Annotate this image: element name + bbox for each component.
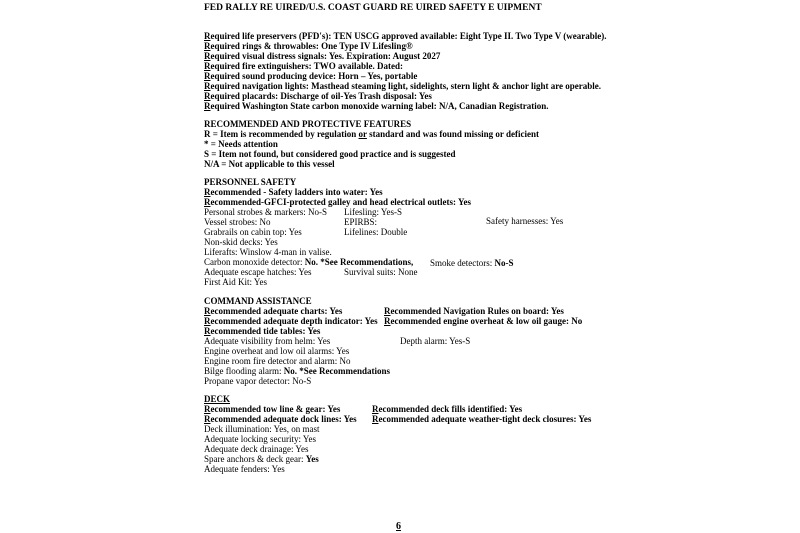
personnel-item: Personal strobes & markers: No-S: [204, 207, 327, 217]
legend-r: [204, 129, 539, 139]
legend-r-text-end: standard and was found missing or deficient: [366, 129, 540, 139]
personnel-rec: Recommended - Safety ladders into water: Yes: [204, 187, 383, 197]
legend-s: S = Item not found, but considered good practice and is suggested: [204, 149, 456, 159]
required-item: Required visual distress signals: Yes. Expiration: August 2027: [204, 51, 441, 61]
command-item-bilge: [204, 366, 390, 376]
personnel-item: Lifelines: Double: [344, 227, 408, 237]
command-item: Engine overheat and low oil alarms: Yes: [204, 346, 350, 356]
co-label: Carbon monoxide detector:: [204, 257, 305, 267]
personnel-heading: PERSONNEL SAFETY: [204, 177, 297, 187]
command-rec: Recommended tide tables: Yes: [204, 326, 321, 336]
deck-item: Deck illumination: Yes, on mast: [204, 424, 320, 434]
command-rec: Recommended adequate depth indicator: Yes: [204, 316, 378, 326]
deck-rec: Recommended tow line & gear: Yes: [204, 404, 341, 414]
deck-rec: Recommended adequate weather-tight deck closures: Yes: [372, 414, 592, 424]
deck-item: Adequate fenders: Yes: [204, 464, 285, 474]
co-value: No. *See Recommendations,: [304, 257, 414, 267]
personnel-rec: Recommended-GFCI-protected galley and head electrical outlets: Yes: [204, 197, 471, 207]
deck-item: Adequate locking security: Yes: [204, 434, 316, 444]
personnel-item: Survival suits: None: [344, 267, 418, 277]
personnel-item: Safety harnesses: Yes: [486, 216, 564, 226]
personnel-item: Grabrails on cabin top: Yes: [204, 227, 302, 237]
required-item: Required life preservers (PFD's): TEN USCG approved available: Eight Type II. Two Type V (wearable).: [204, 31, 607, 41]
anchors-label: Spare anchors & deck gear:: [204, 454, 306, 464]
required-item: Required Washington State carbon monoxide warning label: N/A, Canadian Registration.: [204, 101, 549, 111]
required-item: Required placards: Discharge of oil-Yes Trash disposal: Yes: [204, 91, 432, 101]
page-number: 6: [396, 521, 401, 532]
deck-heading: DECK: [204, 394, 231, 404]
legend-r-text: R = Item is recommended by regulation: [204, 129, 359, 139]
personnel-item-smoke: [430, 258, 514, 268]
bilge-label: Bilge flooding alarm:: [204, 366, 284, 376]
smoke-label: Smoke detectors:: [430, 258, 495, 268]
legend-na: N/A = Not applicable to this vessel: [204, 159, 335, 169]
features-heading: RECOMMENDED AND PROTECTIVE FEATURES: [204, 119, 412, 129]
command-item: Depth alarm: Yes-S: [400, 336, 471, 346]
personnel-item: First Aid Kit: Yes: [204, 277, 268, 287]
deck-item: Adequate deck drainage: Yes: [204, 444, 309, 454]
command-item: Adequate visibility from helm: Yes: [204, 336, 331, 346]
personnel-item: Liferafts: Winslow 4-man in valise.: [204, 247, 332, 257]
document-title: FED RALLY RE UIRED/U.S. COAST GUARD RE UIRED SAFETY E UIPMENT: [204, 3, 542, 13]
bilge-value: No. *See Recommendations: [283, 366, 390, 376]
deck-rec: Recommended deck fills identified: Yes: [372, 404, 523, 414]
personnel-item: Lifesling: Yes-S: [344, 207, 403, 217]
personnel-item: Vessel strobes: No: [204, 217, 271, 227]
required-item: Required rings & throwables: One Type IV Lifesling®: [204, 41, 413, 51]
command-item: Propane vapor detector: No-S: [204, 376, 312, 386]
personnel-item: Adequate escape hatches: Yes: [204, 267, 312, 277]
command-rec: Recommended adequate charts: Yes: [204, 306, 343, 316]
required-item: Required navigation lights: Masthead steaming light, sidelights, stern light & anchor light are operable.: [204, 81, 602, 91]
legend-star: * = Needs attention: [204, 139, 278, 149]
required-item: Required fire extinguishers: TWO available. Dated:: [204, 61, 403, 71]
personnel-item: EPIRBS:: [344, 217, 378, 227]
command-heading: COMMAND ASSISTANCE: [204, 296, 312, 306]
deck-rec: Recommended adequate dock lines: Yes: [204, 414, 357, 424]
command-rec: Recommended Navigation Rules on board: Yes: [384, 306, 564, 316]
personnel-item: Non-skid decks: Yes: [204, 237, 278, 247]
legend-r-or: or: [358, 129, 367, 139]
deck-item-anchors: [204, 454, 319, 464]
anchors-value: Yes: [305, 454, 319, 464]
personnel-item-co: [204, 257, 413, 267]
required-item: Required sound producing device: Horn – Yes, portable: [204, 71, 418, 81]
smoke-value: No-S: [494, 258, 514, 268]
command-item: Engine room fire detector and alarm: No: [204, 356, 351, 366]
command-rec: Recommended engine overheat & low oil gauge: No: [384, 316, 583, 326]
